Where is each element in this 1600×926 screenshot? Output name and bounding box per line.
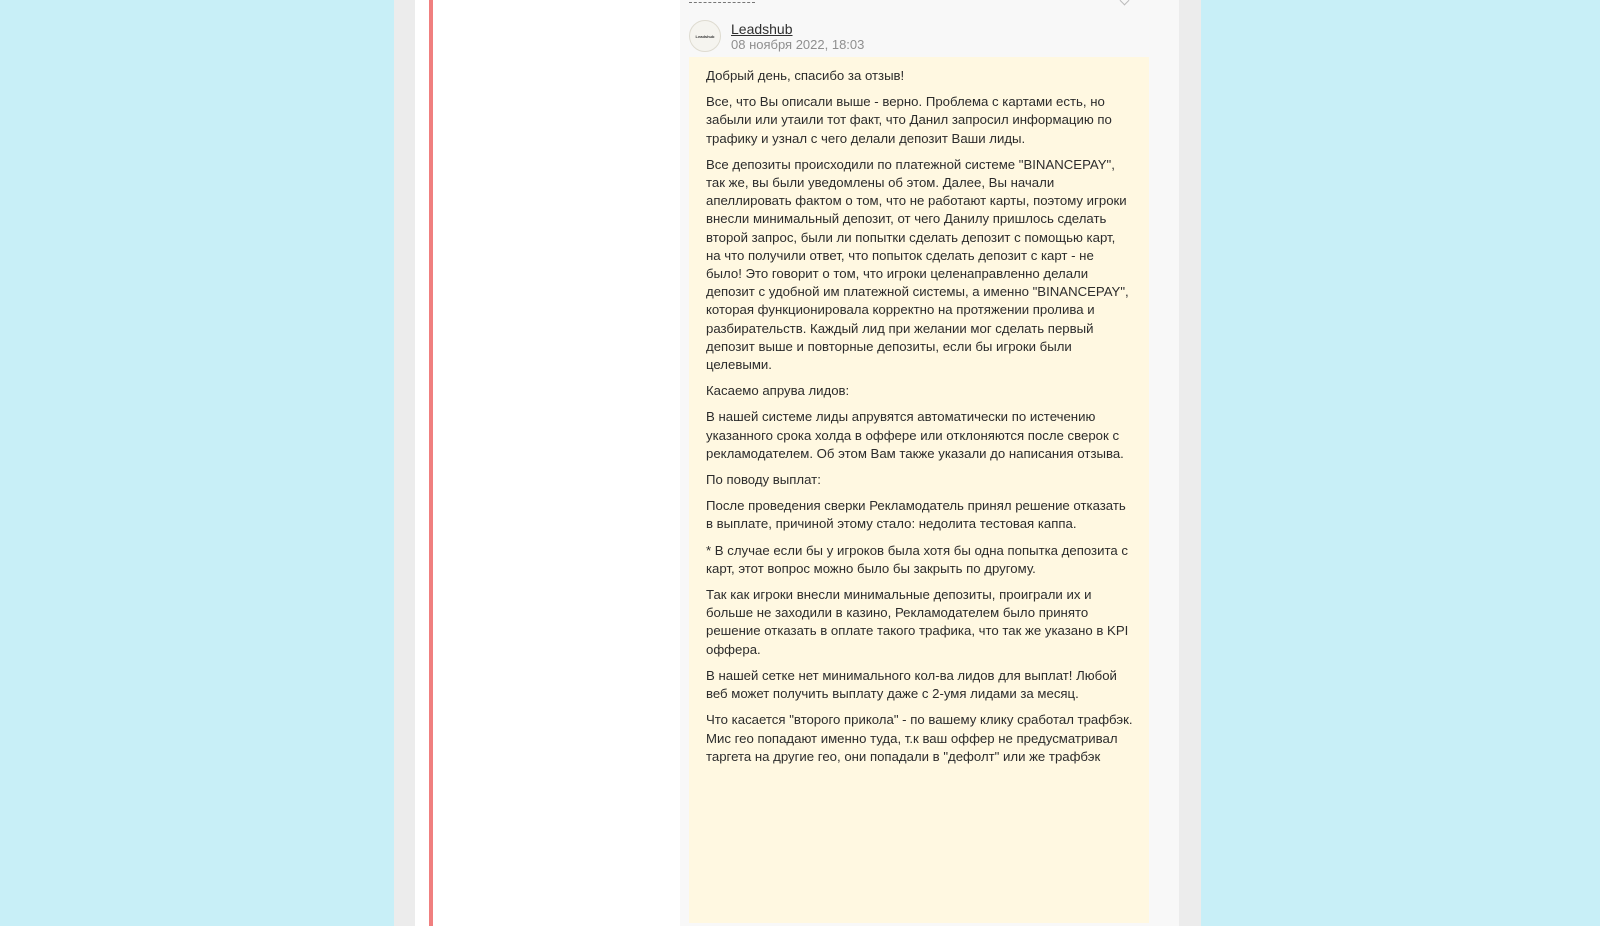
message-paragraph: В нашей системе лиды апрувятся автоматически по истечению указанного срока холда в оффере или отклоняются после сверок с рекламодателем. Об этом Вам также указали до написания отзыва. bbox=[706, 409, 1124, 461]
dashed-divider bbox=[689, 2, 755, 3]
reply-date: 08 ноября 2022, 18:03 bbox=[731, 37, 865, 52]
author-name-link[interactable]: Leadshub bbox=[731, 21, 793, 37]
message-paragraph: По поводу выплат: bbox=[706, 472, 821, 488]
message-paragraph: Добрый день, спасибо за отзыв! bbox=[706, 68, 905, 83]
message-paragraph: Что касается "второго прикола" - по вашему клику сработал трафбэк. Мис гео попадают именно туда, т.к ваш оффер не предусматривал таргета на другие гео, они попадали в "дефолт" или же трафбэк bbox=[706, 712, 1133, 764]
message-paragraph: Касаемо апрува лидов: bbox=[706, 383, 850, 399]
reply-header bbox=[689, 20, 1149, 54]
message-paragraph: * В случае если бы у игроков была хотя бы одна попытка депозита с карт, этот вопрос можно было бы закрыть по другому. bbox=[706, 542, 1128, 576]
reply-message bbox=[689, 57, 1149, 923]
message-paragraph: Все депозиты происходили по платежной системе "BINANCEPAY", так же, вы были уведомлены об этом. Далее, Вы начали апеллировать фактом о том, что не работают карты, поэтому игроки внесли минимальный депозит, от чего Данилу пришлось сделать второй запрос, были ли попытки сделать депозит с помощью карт, на что получили ответ, что попыток сделать депозит с карт - не было! Это говорит о том, что игроки целенаправленно делали депозит с удобной им платежной системы, а именно "BINANCEPAY", которая функционировала корректно на протяжении пролива и разбирательств. Каждый лид при желании мог сделать первый депозит выше и повторные депозиты, если бы игроки были целевыми. bbox=[706, 156, 1129, 373]
message-paragraph: В нашей сетке нет минимального кол-ва лидов для выплат! Любой веб может получить выплату даже с 2-умя лидами за месяц. bbox=[706, 667, 1117, 702]
avatar-logo-text: Leadshub bbox=[695, 33, 715, 39]
avatar[interactable] bbox=[689, 20, 721, 52]
message-paragraph: После проведения сверки Рекламодатель принял решение отказать в выплате, причиной этому стало: недолита тестовая каппа. bbox=[706, 498, 1126, 532]
message-paragraph: Так как игроки внесли минимальные депозиты, проиграли их и больше не заходили в казино, Рекламодателем было принято решение отказать в оплате такого трафика, что так же указано в KPI оффера. bbox=[706, 587, 1129, 657]
thread-indicator-line bbox=[429, 0, 433, 926]
message-paragraph: Все, что Вы описали выше - верно. Проблема с картами есть, но забыли или утаили тот факт, что Данил запросил информацию по трафику и узнал с чего делали депозит Ваши лиды. bbox=[706, 94, 1112, 146]
